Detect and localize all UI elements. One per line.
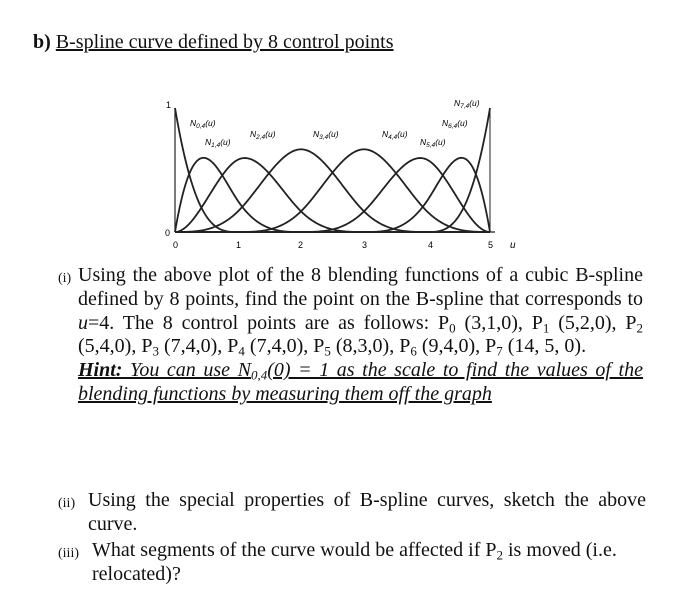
control-point-3: $P_3$ (7,4,0) [141,335,218,359]
y-tick-0: 0 [165,228,171,238]
x-tick-2: 2 [298,240,304,250]
x-tick-4: 4 [428,240,434,250]
control-point-4: $P_4$ (7,4,0) [227,335,304,359]
label-n4: $N_{4,4}(u)$ [382,129,408,141]
question-3-number: (iii) [58,546,79,561]
section-title: B-spline curve defined by 8 control points [55,31,394,53]
question-3-text-a: What segments of the curve would be affected if P [92,539,497,561]
question-3-body [92,539,646,587]
label-n6: $N_{6,4}(u)$ [442,118,468,130]
label-n5: $N_{5,4}(u)$ [420,137,446,149]
x-axis-label: u [510,240,516,251]
x-tick-3: 3 [362,240,368,250]
label-n1: $N_{1,4}(u)$ [205,137,231,149]
question-1-text-b: =4. The 8 control points are as follows: [88,311,439,334]
x-tick-5: 5 [488,240,494,250]
question-1-number: (i) [58,271,72,286]
label-n7: $N_{7,4}(u)$ [454,98,480,110]
label-n3: $N_{3,4}(u)$ [313,129,339,141]
control-point-5: $P_5$ (8,3,0) [313,335,390,359]
label-n0: $N_{0,4}(u)$ [190,118,216,130]
hint-text-b: (0) = 1 as the scale to find the values of the blending functions by measuring them off the graph [78,359,643,405]
question-1-body: Using the above plot of the 8 blending functions of a cubic B-spline defined by 8 points, find the point on the B-spline that corresponds to u=4. The 8 control points are as follows: $P_0$ (3,1,0), $P_1$ (5,2,0), $P_2$ (5,4,0), $P_3$ (7,4,0), $P_4$ (7,4,0), $P_5$ (8,3,0), $P_6$ (9,4,0), $P_7$ (14, 5, 0). Hint: You can use $N_{0,4}(0) = 1$ as the scale to find the values of the blending functions by measuring them off the graph [78,264,644,405]
basis-curve-3 [175,149,490,232]
y-tick-1: 1 [166,100,172,110]
question-3-text-b: is moved (i.e. relocated)? [92,539,617,585]
hint-text-a: You can use N [122,359,251,382]
x-tick-0: 0 [173,240,179,250]
question-2-number: (ii) [58,496,76,511]
hint [78,359,643,405]
control-point-6: $P_6$ (9,4,0) [399,335,476,359]
control-point-1: $P_1$ (5,2,0) [531,311,612,335]
hint-sub: 0,4 [250,367,268,383]
question-3-sub: 2 [496,547,503,563]
u-variable: u [78,311,88,334]
part-label: b) [33,31,51,53]
question-1-text-a: Using the above plot of the 8 blending functions of a cubic B-spline defined by 8 points, find the point on the B-spline that corresponds to [78,264,643,310]
hint-label: Hint: [78,359,123,382]
basis-curve-6 [175,158,490,232]
control-point-2: $P_2$ (5,4,0) [78,311,644,358]
control-point-0: $P_0$ (3,1,0) [438,311,518,335]
basis-curve-5 [175,158,490,232]
label-n2: $N_{2,4}(u)$ [250,129,276,141]
basis-curve-1 [175,158,490,232]
basis-curve-2 [175,158,490,232]
x-tick-1: 1 [236,240,242,250]
basis-curve-4 [175,149,490,232]
question-2-body: Using the special properties of B-spline curves, sketch the above curve. [88,489,646,535]
control-point-7: $P_7$ (14, 5, 0) [485,335,582,359]
